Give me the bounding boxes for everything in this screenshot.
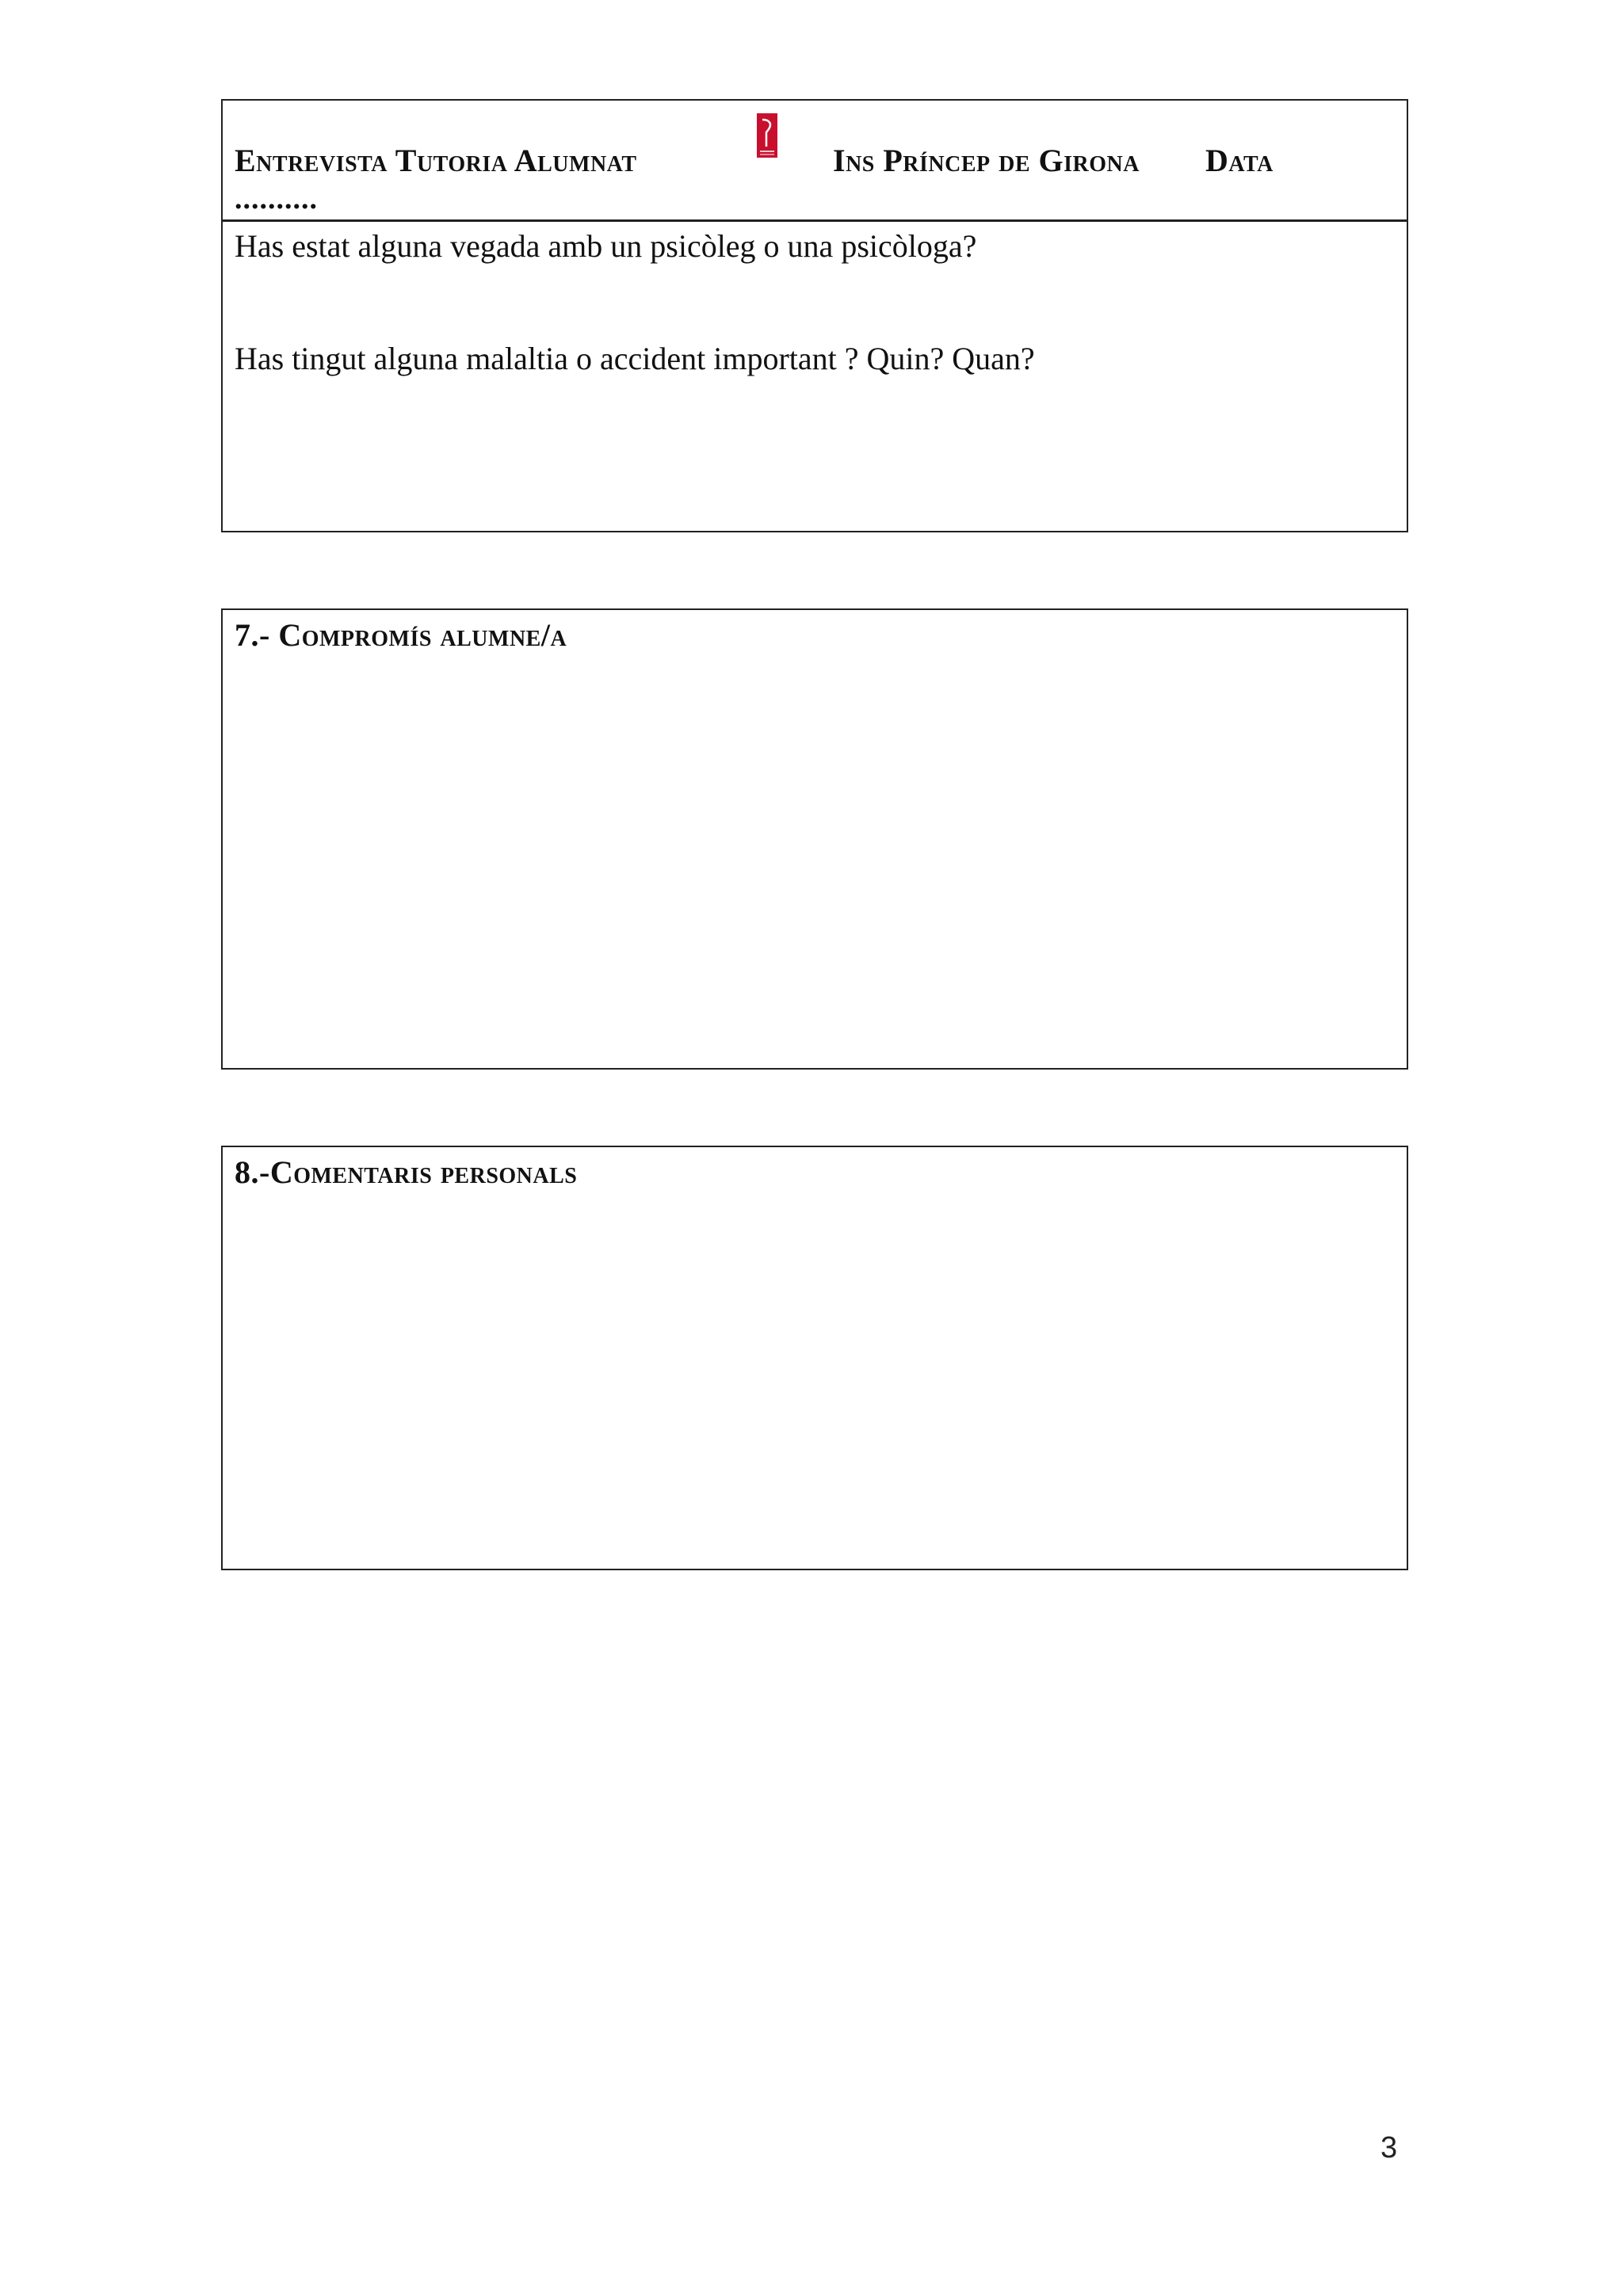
question-psychologist: Has estat alguna vegada amb un psicòleg o una psicòloga? [235,228,977,264]
page-number: 3 [1381,2131,1398,2164]
header-row [223,101,1407,222]
section-comentaris-box[interactable] [221,1146,1408,1570]
form-title: Entrevista Tutoria Alumnat [235,143,637,178]
section-compromis-box[interactable] [221,608,1408,1070]
interview-header-box [221,99,1408,532]
question-illness: Has tingut alguna malaltia o accident important ? Quin? Quan? [235,341,1035,376]
section-compromis-title: 7.- Compromís alumne/a [235,617,567,653]
date-value: .......... [235,182,318,215]
section-comentaris-title: 8.-Comentaris personals [235,1154,578,1190]
school-name: Ins Príncep de Girona [833,143,1140,178]
date-label: Data [1205,143,1274,178]
school-logo-icon [755,113,779,158]
